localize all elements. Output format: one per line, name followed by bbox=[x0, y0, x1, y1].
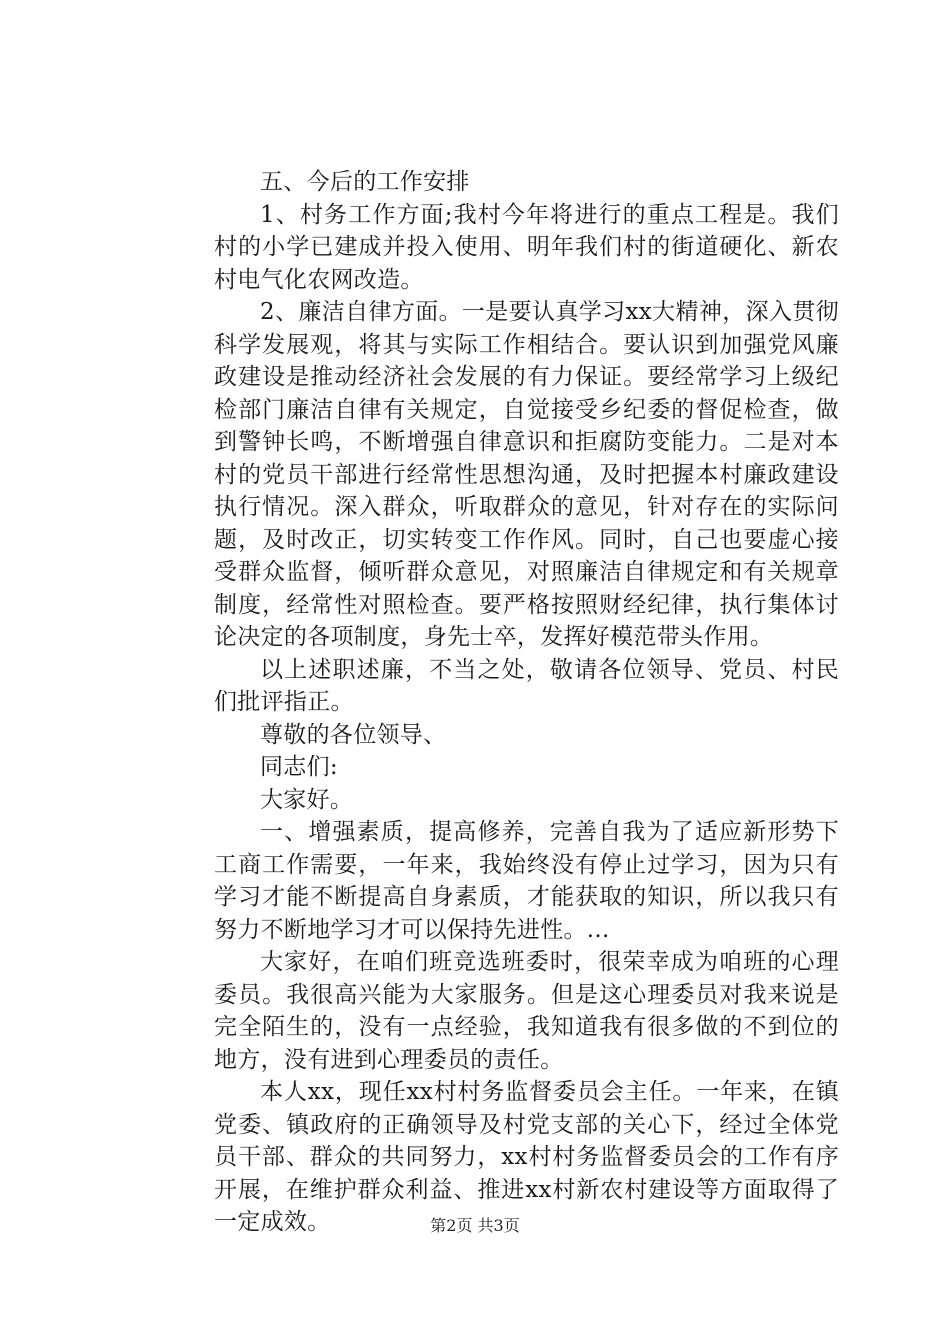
salutation: 同志们: bbox=[260, 754, 338, 780]
paragraph: 大家好，在咱们班竞选班委时，很荣幸成为咱班的心理委员。我很高兴能为大家服务。但是这心理委员对我来说是完全陌生的，没有一点经验，我知道我有很多做的不到位的地方，没有进到心理委员的责任。 bbox=[214, 949, 839, 1073]
greeting: 大家好。 bbox=[260, 786, 354, 813]
paragraph: 以上述职述廉，不当之处，敬请各位领导、党员、村民们批评指正。 bbox=[214, 656, 839, 715]
salutation: 尊敬的各位领导、 bbox=[260, 721, 447, 748]
paragraph: 一、增强素质，提高修养，完善自我为了适应新形势下工商工作需要，一年来，我始终没有停止过学习，因为只有学习才能不断提高自身素质，才能获取的知识，所以我只有努力不断地学习才可以保持先进性。... bbox=[214, 819, 839, 943]
paragraph: 本人xx，现任xx村村务监督委员会主任。一年来，在镇党委、镇政府的正确领导及村党支部的关心下，经过全体党员干部、群众的共同努力，xx村村务监督委员会的工作有序开展，在维护群众利益、推进xx村新农村建设等方面取得了一定成效。 bbox=[214, 1079, 839, 1235]
section-heading: 五、今后的工作安排 bbox=[260, 169, 470, 195]
paragraph: 2、廉洁自律方面。一是要认真学习xx大精神，深入贯彻科学发展观，将其与实际工作相结合。要认识到加强党风廉政建设是推动经济社会发展的有力保证。要经常学习上级纪检部门廉洁自律有关规定，自觉接受乡纪委的督促检查，做到警钟长鸣，不断增强自律意识和拒腐防变能力。二是对本村的党员干部进行经常性思想沟通，及时把握本村廉政建设执行情况。深入群众，听取群众的意见，针对存在的实际问题，及时改正，切实转变工作作风。同时，自己也要虚心接受群众监督，倾听群众意见，对照廉洁自律规定和有关规章制度，经常性对照检查。要严格按照财经纪律，执行集体讨论决定的各项制度，身先士卒，发挥好模范带头作用。 bbox=[214, 299, 839, 650]
page-number: 第2页 共3页 bbox=[430, 1216, 520, 1235]
page-footer bbox=[0, 1216, 950, 1236]
paragraph: 1、村务工作方面;我村今年将进行的重点工程是。我们村的小学已建成并投入使用、明年我们村的街道硬化、新农村电气化农网改造。 bbox=[214, 201, 839, 293]
document-body bbox=[214, 166, 839, 1239]
